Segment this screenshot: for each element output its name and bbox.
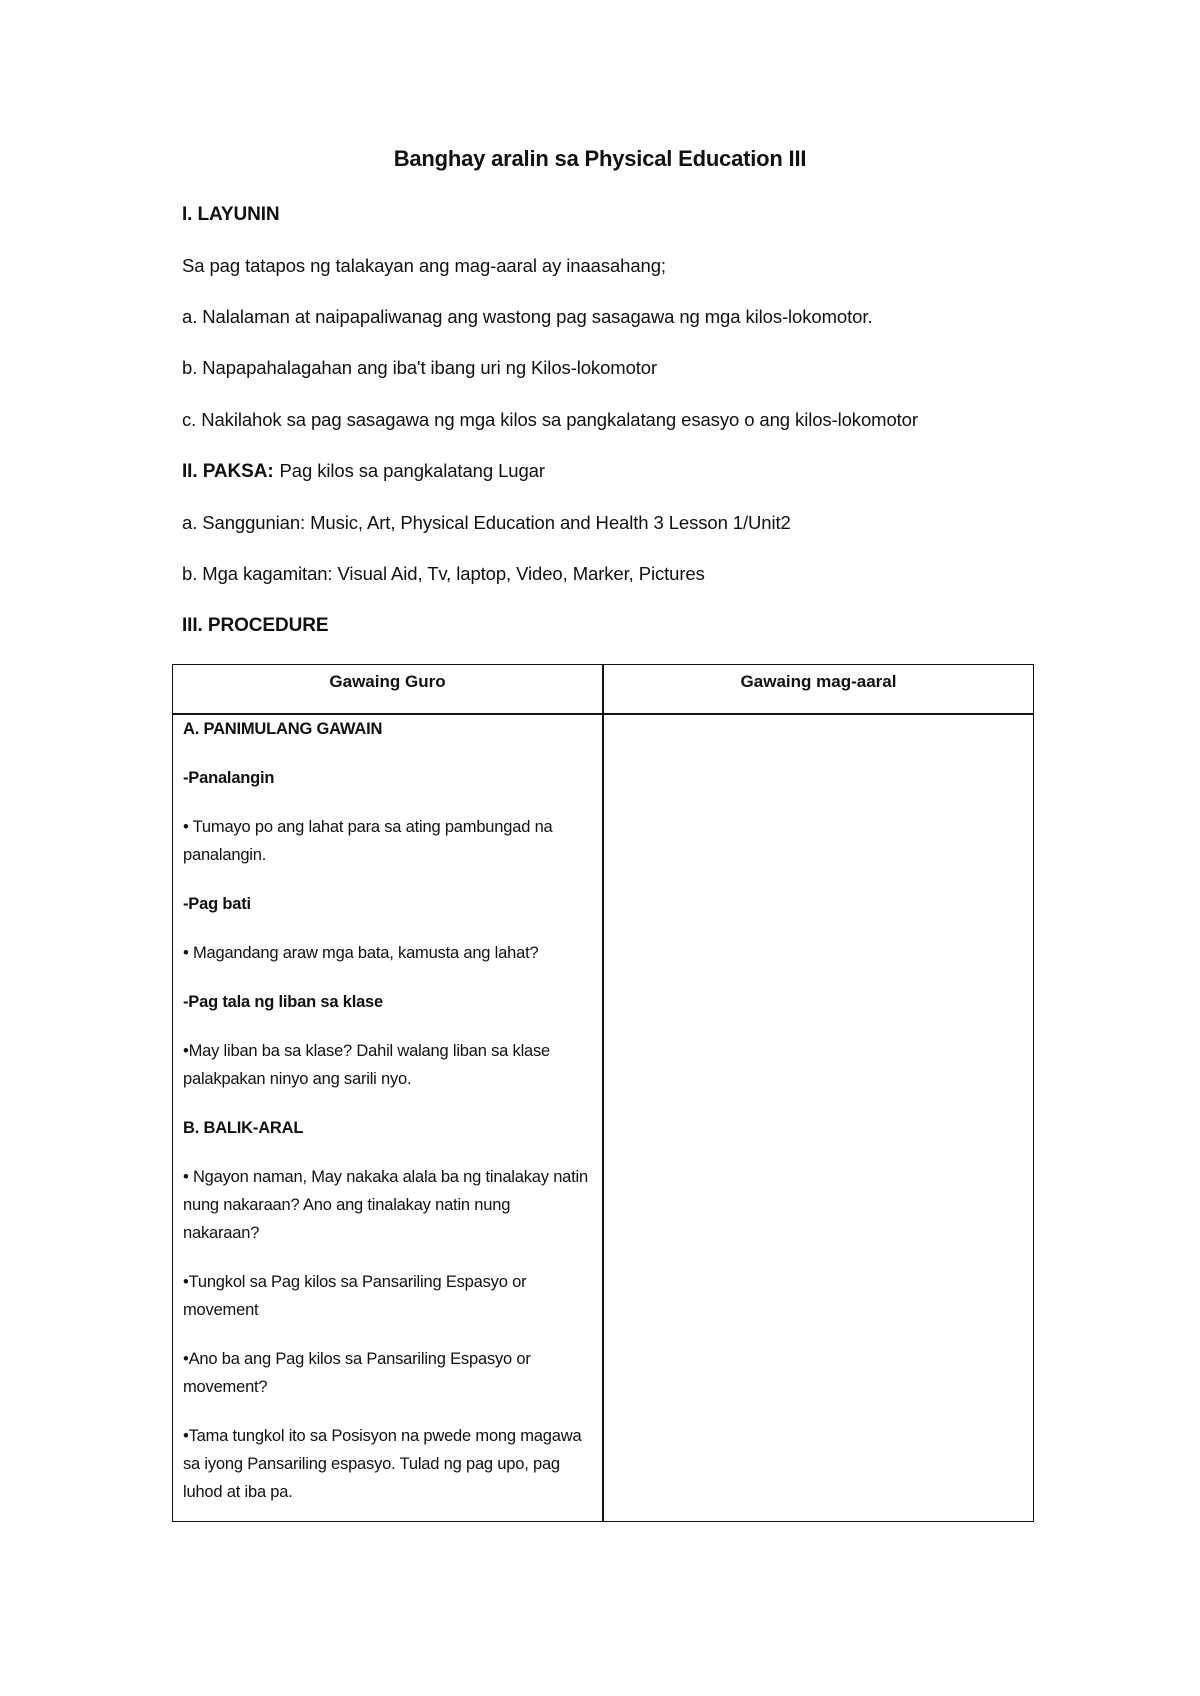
kagamitan-line: b. Mga kagamitan: Visual Aid, Tv, laptop, Video, Marker, Pictures: [182, 563, 705, 584]
objective-b: b. Napapahalagahan ang iba't ibang uri ng Kilos-lokomotor: [182, 357, 658, 378]
document-title: Banghay aralin sa Physical Education III: [393, 146, 807, 171]
objective-a: a. Nalalaman at naipapaliwanag ang wastong pag sasagawa ng mga kilos-lokomotor.: [182, 306, 873, 327]
procedure-heading: III. PROCEDURE: [182, 615, 329, 636]
sanggunian-line: a. Sanggunian: Music, Art, Physical Education and Health 3 Lesson 1/Unit2: [182, 512, 791, 533]
guro-item: •Tungkol sa Pag kilos sa Pansariling Espasyo or movement: [183, 1273, 527, 1319]
guro-cell: [183, 715, 588, 1527]
subheading-pag-tala: -Pag tala ng liban sa klase: [183, 993, 384, 1011]
guro-item: • Tumayo po ang lahat para sa ating pambungad na panalangin.: [183, 818, 553, 864]
guro-item: •Tama tungkol ito sa Posisyon na pwede mong magawa sa iyong Pansariling espasyo. Tulad ng pag upo, pag luhod at iba pa.: [183, 1427, 582, 1501]
subheading-pag-bati: -Pag bati: [183, 895, 251, 913]
guro-item: • Ngayon naman, May nakaka alala ba ng tinalakay natin nung nakaraan? Ano ang tinalakay natin nung nakaraan?: [183, 1168, 588, 1242]
paksa-heading: II. PAKSA:: [182, 461, 274, 482]
layunin-heading: I. LAYUNIN: [182, 204, 280, 225]
layunin-intro: Sa pag tatapos ng talakayan ang mag-aaral ay inaasahang;: [182, 255, 666, 276]
section-panimulang-gawain: A. PANIMULANG GAWAIN: [183, 720, 383, 738]
procedure-table: [172, 664, 1034, 1522]
column-header-mag-aaral: Gawaing mag-aaral: [740, 672, 897, 691]
guro-item: •May liban ba sa klase? Dahil walang liban sa klase palakpakan ninyo ang sarili nyo.: [183, 1042, 551, 1088]
guro-item: • Magandang araw mga bata, kamusta ang lahat?: [183, 944, 539, 962]
objective-c: c. Nakilahok sa pag sasagawa ng mga kilos sa pangkalatang esasyo o ang kilos-lokomotor: [182, 409, 918, 430]
mag-aaral-cell: [604, 715, 1033, 1521]
paksa-line: [182, 460, 545, 483]
section-balik-aral: B. BALIK-ARAL: [183, 1119, 304, 1137]
subheading-panalangin: -Panalangin: [183, 769, 275, 787]
column-header-guro: Gawaing Guro: [329, 672, 446, 691]
guro-item: •Ano ba ang Pag kilos sa Pansariling Espasyo or movement?: [183, 1350, 531, 1396]
paksa-topic: Pag kilos sa pangkalatang Lugar: [279, 460, 545, 481]
